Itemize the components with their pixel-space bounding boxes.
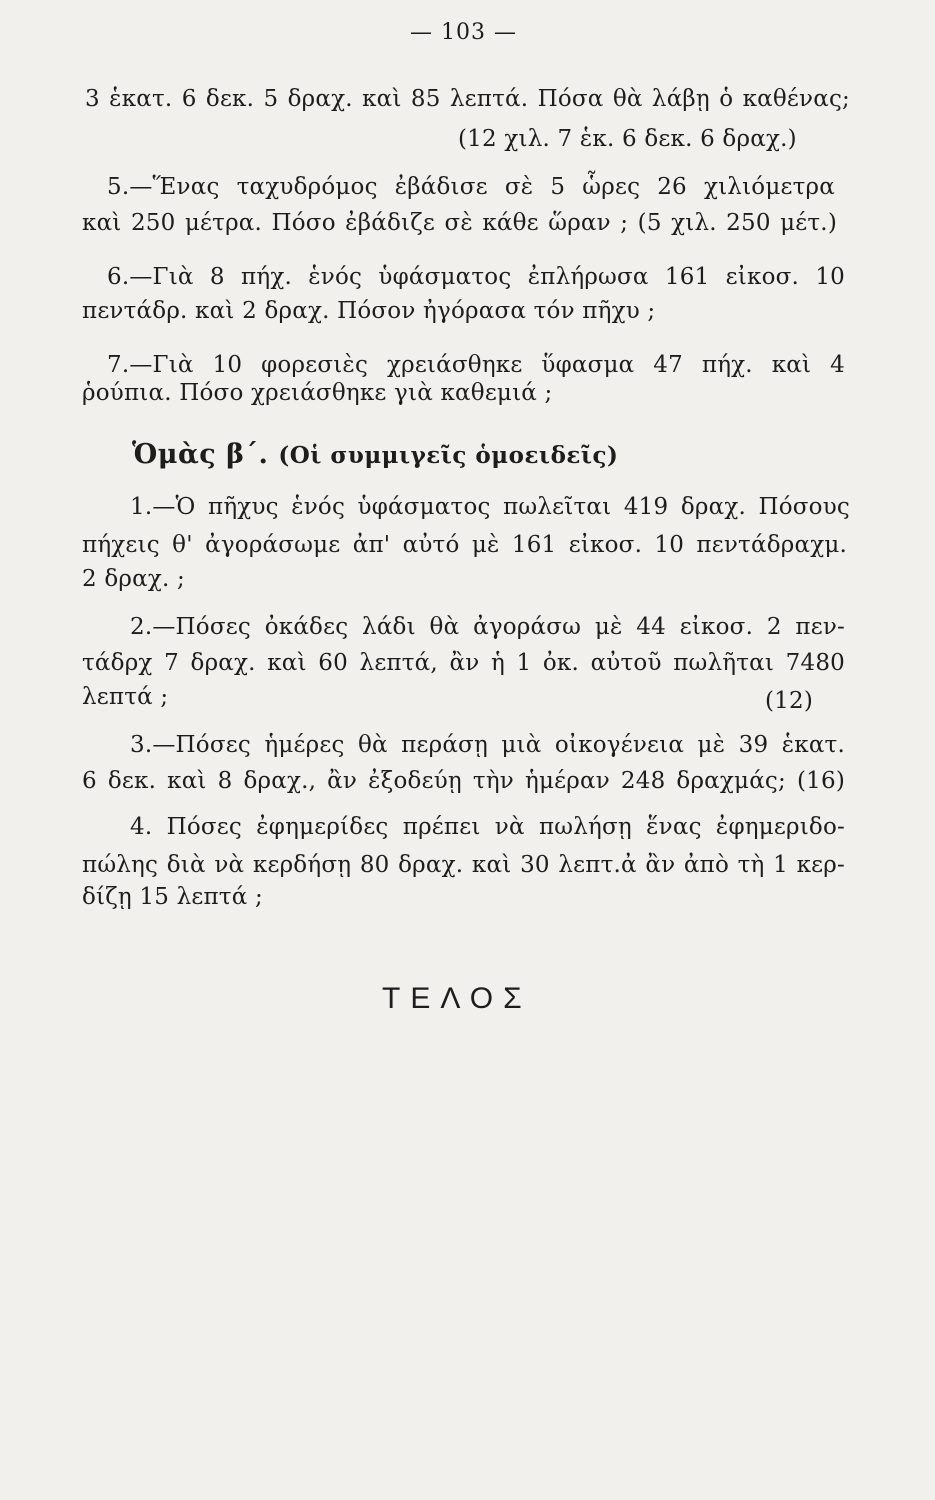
text-line: δίζῃ 15 λεπτά ;: [82, 884, 263, 910]
text-line: καὶ 250 μέτρα. Πόσο ἐβάδιζε σὲ κάθε ὥραν ; (5 χιλ. 250 μέτ.): [82, 210, 837, 236]
text-line: 2.—Πόσες ὀκάδες λάδι θὰ ἀγοράσω μὲ 44 εἰκοσ. 2 πεν-: [130, 614, 845, 640]
text-line: ῥούπια. Πόσο χρειάσθηκε γιὰ καθεμιά ;: [82, 380, 553, 406]
text-line: 3 ἑκατ. 6 δεκ. 5 δραχ. καὶ 85 λεπτά. Πόσα θὰ λάβῃ ὁ καθένας;: [85, 86, 850, 112]
text-line: λεπτά ;: [82, 684, 169, 710]
section-heading-main: Ὁμὰς β΄.: [132, 439, 269, 470]
text-line: 3.—Πόσες ἡμέρες θὰ περάσῃ μιὰ οἰκογένεια μὲ 39 ἑκατ.: [130, 732, 845, 758]
text-line: πώλης διὰ νὰ κερδήσῃ 80 δραχ. καὶ 30 λεπτ.ἀ ἂν ἀπὸ τὴ 1 κερ-: [82, 852, 845, 878]
text-line: 4. Πόσες ἐφημερίδες πρέπει νὰ πωλήσῃ ἕνας ἐφημεριδο-: [130, 814, 845, 840]
text-line: τάδρχ 7 δραχ. καὶ 60 λεπτά, ἂν ἡ 1 ὀκ. αὐτοῦ πωλῆται 7480: [82, 650, 845, 676]
section-heading: [132, 440, 618, 471]
text-line: 6 δεκ. καὶ 8 δραχ., ἂν ἐξοδεύῃ τὴν ἡμέραν 248 δραχμάς; (16): [82, 768, 845, 794]
text-line: (12 χιλ. 7 ἑκ. 6 δεκ. 6 δραχ.): [458, 126, 797, 152]
text-line: πεντάδρ. καὶ 2 δραχ. Πόσον ἠγόρασα τόν πῆχυ ;: [82, 298, 656, 324]
answer: (12): [765, 688, 814, 714]
end-title: ΤΕΛΟΣ: [382, 982, 532, 1015]
page-number: — 103 —: [410, 20, 517, 45]
text-line: πήχεις θ' ἀγοράσωμε ἀπ' αὐτό μὲ 161 εἰκοσ. 10 πεντάδραχμ.: [82, 532, 847, 558]
section-heading-sub: (Οἱ συμμιγεῖς ὁμοειδεῖς): [278, 442, 619, 469]
text-line: 2 δραχ. ;: [82, 566, 185, 592]
text-line: 7.—Γιὰ 10 φορεσιὲς χρειάσθηκε ὕφασμα 47 πήχ. καὶ 4: [107, 352, 845, 378]
text-line: 6.—Γιὰ 8 πήχ. ἑνός ὑφάσματος ἐπλήρωσα 161 εἰκοσ. 10: [107, 264, 845, 290]
text-line: 5.—Ἕνας ταχυδρόμος ἐβάδισε σὲ 5 ὧρες 26 χιλιόμετρα: [107, 174, 835, 200]
text-line: 1.—Ὁ πῆχυς ἑνός ὑφάσματος πωλεῖται 419 δραχ. Πόσους: [130, 494, 850, 520]
